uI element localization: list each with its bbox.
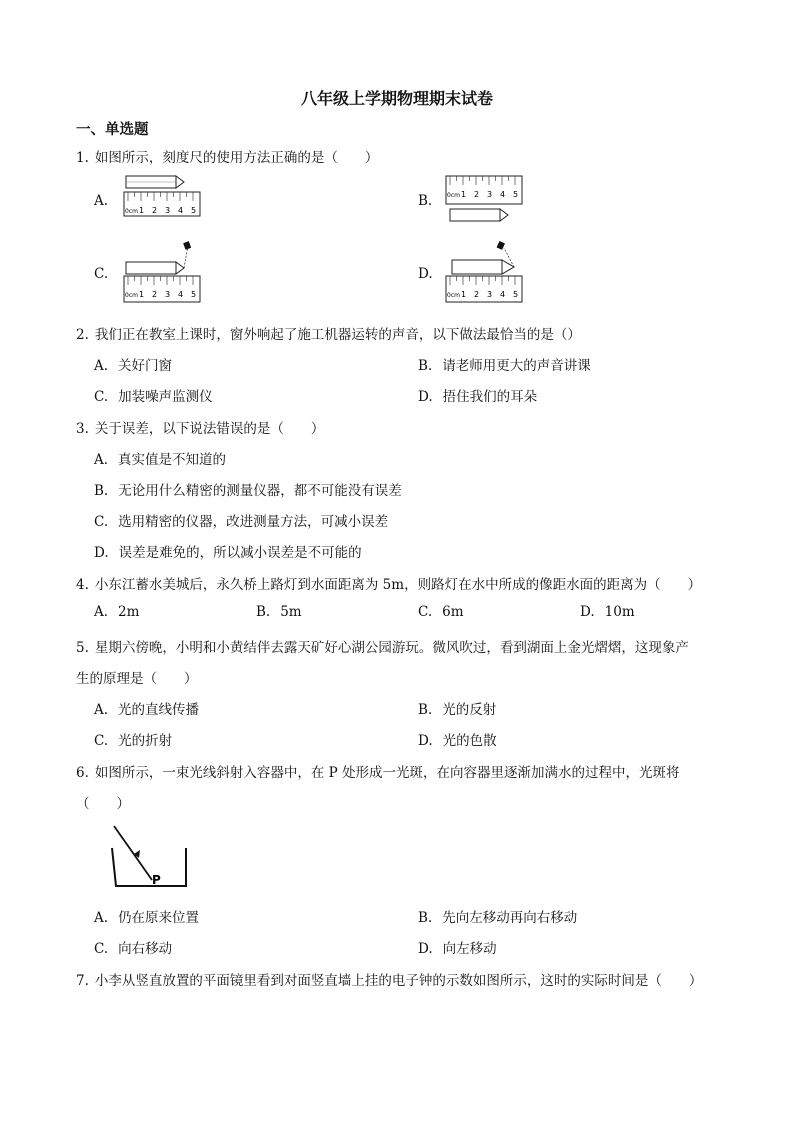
ruler-tick-label: 1: [139, 206, 145, 215]
question-1: [76, 146, 378, 166]
q1-figure-b: [444, 174, 528, 224]
ruler-tick-label: 1: [461, 290, 467, 299]
ruler-tick-label: 3: [487, 290, 493, 299]
q5-option-a[interactable]: A. 光的直线传播: [94, 702, 200, 718]
q1-option-c-label[interactable]: C.: [94, 266, 109, 282]
ruler-tick-label: 3: [165, 206, 171, 215]
q6-option-a[interactable]: A. 仍在原来位置: [94, 910, 200, 926]
q2-option-d[interactable]: D. 捂住我们的耳朵: [418, 389, 538, 405]
q2-option-a[interactable]: A. 关好门窗: [94, 358, 173, 374]
q3-option-d[interactable]: D. 误差是难免的，所以减小误差是不可能的: [94, 545, 362, 561]
ruler-tick-label: 5: [191, 290, 197, 299]
q4-option-d[interactable]: D. 10m: [580, 604, 635, 620]
q5-option-c[interactable]: C. 光的折射: [94, 733, 173, 749]
question-text: 小李从竖直放置的平面镜里看到对面竖直墙上挂的电子钟的示数如图所示，这时的实际时间是（ ）: [94, 973, 703, 989]
question-5: [76, 636, 689, 656]
question-number: 4.: [76, 577, 89, 593]
question-number: 6.: [76, 765, 89, 781]
q5-option-b[interactable]: B. 光的反射: [418, 702, 497, 718]
question-7: [76, 969, 702, 989]
question-text: 关于误差，以下说法错误的是（ ）: [94, 421, 325, 437]
ruler-tick-label: 4: [178, 290, 184, 299]
question-text: 星期六傍晚，小明和小黄结伴去露天矿好心湖公园游玩。微风吹过，看到湖面上金光熠熠，这现象产: [94, 640, 689, 656]
question-number: 7.: [76, 973, 89, 989]
question-2: [76, 323, 581, 343]
q1-option-d-label[interactable]: D.: [418, 266, 433, 282]
q4-option-c[interactable]: C. 6m: [418, 604, 464, 620]
q3-option-b[interactable]: B. 无论用什么精密的测量仪器，都不可能没有误差: [94, 483, 402, 499]
question-text: 如图所示，刻度尺的使用方法正确的是（ ）: [94, 150, 379, 166]
ruler-tick-label: 1: [139, 290, 145, 299]
question-number: 5.: [76, 640, 89, 656]
ruler-tick-label: 5: [513, 190, 519, 199]
ruler-tick-label: 4: [500, 190, 506, 199]
ruler-tick-label: 2: [474, 190, 480, 199]
q1-option-a-label[interactable]: A.: [94, 193, 109, 209]
q6-option-d[interactable]: D. 向左移动: [418, 941, 497, 957]
q3-option-a[interactable]: A. 真实值是不知道的: [94, 452, 227, 468]
point-p-label: P: [152, 873, 161, 887]
question-text: 如图所示，一束光线斜射入容器中，在 P 处形成一光斑，在向容器里逐渐加满水的过程中，光斑将: [94, 765, 680, 781]
q5-option-d[interactable]: D. 光的色散: [418, 733, 497, 749]
ruler-zero-label: 0cm: [447, 192, 460, 199]
q2-option-b[interactable]: B. 请老师用更大的声音讲课: [418, 358, 591, 374]
ruler-tick-label: 2: [152, 290, 158, 299]
ruler-tick-label: 3: [165, 290, 171, 299]
q6-option-b[interactable]: B. 先向左移动再向右移动: [418, 910, 578, 926]
question-4: [76, 573, 701, 593]
q4-option-a[interactable]: A. 2m: [94, 604, 140, 620]
question-3: [76, 417, 324, 437]
question-text: 我们正在教室上课时，窗外响起了施工机器运转的声音，以下做法最恰当的是（）: [94, 327, 581, 343]
question-number: 1.: [76, 150, 89, 166]
q1-option-b-label[interactable]: B.: [418, 193, 433, 209]
question-text: 小东江蓄水美城后，永久桥上路灯到水面距离为 5m，则路灯在水中所成的像距水面的距离为（ ）: [94, 577, 702, 593]
ruler-tick-label: 3: [487, 190, 493, 199]
q6-option-c[interactable]: C. 向右移动: [94, 941, 173, 957]
ruler-zero-label: 0cm: [447, 292, 460, 299]
q6-container-figure: [104, 822, 194, 892]
ruler-tick-label: 4: [178, 206, 184, 215]
ruler-tick-label: 2: [152, 206, 158, 215]
question-5-continued: 生的原理是（ ）: [76, 671, 198, 687]
q4-option-b[interactable]: B. 5m: [256, 604, 302, 620]
q3-option-c[interactable]: C. 选用精密的仪器，改进测量方法，可减小误差: [94, 514, 389, 530]
page-title: 八年级上学期物理期末试卷: [300, 89, 493, 108]
question-number: 3.: [76, 421, 89, 437]
section-heading: 一、单选题: [76, 122, 149, 138]
ruler-tick-label: 5: [513, 290, 519, 299]
question-number: 2.: [76, 327, 89, 343]
q1-figure-a: [122, 174, 206, 220]
ruler-tick-label: 5: [191, 206, 197, 215]
ruler-tick-label: 1: [461, 190, 467, 199]
q1-figure-c: [122, 240, 206, 306]
q2-option-c[interactable]: C. 加装噪声监测仪: [94, 389, 213, 405]
q1-figure-d: [444, 240, 528, 306]
question-6: [76, 761, 680, 781]
ruler-zero-label: 0cm: [125, 292, 138, 299]
question-6-continued: （ ）: [76, 796, 130, 812]
ruler-tick-label: 4: [500, 290, 506, 299]
ruler-zero-label: 0cm: [125, 208, 138, 215]
ruler-tick-label: 2: [474, 290, 480, 299]
